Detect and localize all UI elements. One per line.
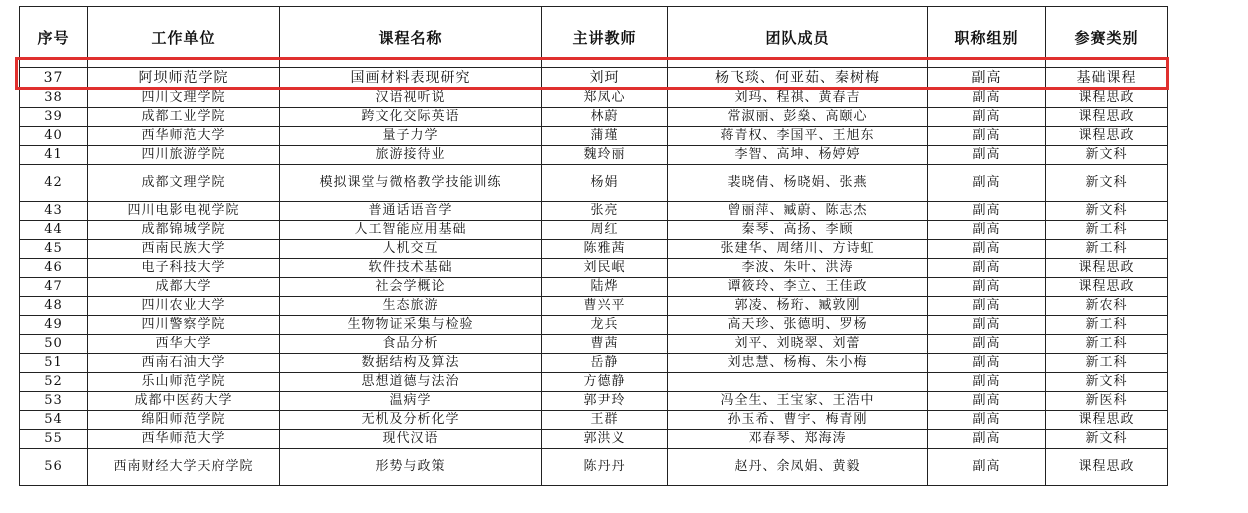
- cell-col-category: 课程思政: [1046, 411, 1168, 430]
- cell-col-lecturer: 陈雅茜: [542, 240, 668, 259]
- cell-col-institution: 成都文理学院: [88, 165, 280, 202]
- cell-col-index: 51: [20, 354, 88, 373]
- cell-col-index: 39: [20, 108, 88, 127]
- cell-col-team: 常淑丽、彭燊、高颐心: [668, 108, 928, 127]
- cell-col-index: 50: [20, 335, 88, 354]
- cell-col-category: 新工科: [1046, 354, 1168, 373]
- cell-col-team: 刘忠慧、杨梅、朱小梅: [668, 354, 928, 373]
- table-row: [20, 335, 1168, 354]
- cell-col-team: 刘平、刘晓翠、刘蕾: [668, 335, 928, 354]
- cell-col-lecturer: 刘珂: [542, 68, 668, 89]
- cell-col-institution: 西华大学: [88, 335, 280, 354]
- table-row: [20, 108, 1168, 127]
- table-row: [20, 89, 1168, 108]
- cell-col-category: 基础课程: [1046, 68, 1168, 89]
- cell-col-index: 47: [20, 278, 88, 297]
- cell-col-index: 41: [20, 146, 88, 165]
- cell-col-institution: 电子科技大学: [88, 259, 280, 278]
- cell-col-title-group: 副高: [928, 221, 1046, 240]
- table-row: [20, 373, 1168, 392]
- cell-col-index: 53: [20, 392, 88, 411]
- cell-col-index: 37: [20, 68, 88, 89]
- cell-col-title-group: 副高: [928, 316, 1046, 335]
- cell-col-title-group: 副高: [928, 165, 1046, 202]
- cell-col-institution: 四川电影电视学院: [88, 202, 280, 221]
- cell-col-category: 课程思政: [1046, 259, 1168, 278]
- cell-col-team: 谭筱玲、李立、王佳政: [668, 278, 928, 297]
- table-row: [20, 146, 1168, 165]
- cell-col-category: 课程思政: [1046, 108, 1168, 127]
- cell-col-institution: 乐山师范学院: [88, 373, 280, 392]
- cell-col-team: 赵丹、余凤娟、黄毅: [668, 449, 928, 486]
- cell-col-team: 张建华、周绪川、方诗虹: [668, 240, 928, 259]
- cell-col-category: 新工科: [1046, 316, 1168, 335]
- header-col-title-group: 职称组别: [928, 7, 1046, 68]
- cell-col-institution: 成都锦城学院: [88, 221, 280, 240]
- cell-col-course: 社会学概论: [280, 278, 542, 297]
- cell-col-category: 课程思政: [1046, 127, 1168, 146]
- cell-col-course: 国画材料表现研究: [280, 68, 542, 89]
- cell-col-course: 跨文化交际英语: [280, 108, 542, 127]
- cell-col-institution: 成都大学: [88, 278, 280, 297]
- roster-body: [20, 68, 1168, 486]
- table-row: [20, 221, 1168, 240]
- roster-table: [19, 6, 1168, 486]
- cell-col-category: 新文科: [1046, 146, 1168, 165]
- cell-col-course: 思想道德与法治: [280, 373, 542, 392]
- cell-col-institution: 绵阳师范学院: [88, 411, 280, 430]
- cell-col-team: 孙玉希、曹宇、梅青刚: [668, 411, 928, 430]
- table-row: [20, 278, 1168, 297]
- cell-col-index: 55: [20, 430, 88, 449]
- cell-col-category: 新医科: [1046, 392, 1168, 411]
- cell-col-course: 汉语视听说: [280, 89, 542, 108]
- cell-col-category: 新文科: [1046, 165, 1168, 202]
- cell-col-institution: 西南财经大学天府学院: [88, 449, 280, 486]
- table-row: [20, 316, 1168, 335]
- cell-col-institution: 成都工业学院: [88, 108, 280, 127]
- table-row: [20, 68, 1168, 89]
- cell-col-index: 44: [20, 221, 88, 240]
- cell-col-lecturer: 郭尹玲: [542, 392, 668, 411]
- cell-col-lecturer: 杨娟: [542, 165, 668, 202]
- cell-col-index: 46: [20, 259, 88, 278]
- cell-col-title-group: 副高: [928, 259, 1046, 278]
- table-row: [20, 297, 1168, 316]
- cell-col-lecturer: 王群: [542, 411, 668, 430]
- cell-col-title-group: 副高: [928, 127, 1046, 146]
- cell-col-index: 40: [20, 127, 88, 146]
- header-col-course: 课程名称: [280, 7, 542, 68]
- cell-col-institution: 成都中医药大学: [88, 392, 280, 411]
- cell-col-lecturer: 张亮: [542, 202, 668, 221]
- cell-col-course: 无机及分析化学: [280, 411, 542, 430]
- cell-col-category: 新农科: [1046, 297, 1168, 316]
- cell-col-category: 新工科: [1046, 240, 1168, 259]
- cell-col-lecturer: 方德静: [542, 373, 668, 392]
- cell-col-title-group: 副高: [928, 146, 1046, 165]
- cell-col-category: 新文科: [1046, 373, 1168, 392]
- cell-col-title-group: 副高: [928, 354, 1046, 373]
- cell-col-team: 冯全生、王宝家、王浩中: [668, 392, 928, 411]
- cell-col-category: 新文科: [1046, 202, 1168, 221]
- cell-col-institution: 四川旅游学院: [88, 146, 280, 165]
- cell-col-course: 生态旅游: [280, 297, 542, 316]
- cell-col-title-group: 副高: [928, 278, 1046, 297]
- cell-col-title-group: 副高: [928, 297, 1046, 316]
- cell-col-institution: 四川警察学院: [88, 316, 280, 335]
- cell-col-category: 课程思政: [1046, 278, 1168, 297]
- cell-col-index: 49: [20, 316, 88, 335]
- cell-col-title-group: 副高: [928, 202, 1046, 221]
- cell-col-lecturer: 龙兵: [542, 316, 668, 335]
- award-roster: [19, 6, 1168, 486]
- cell-col-team: 刘玛、程祺、黄春吉: [668, 89, 928, 108]
- table-row: [20, 411, 1168, 430]
- cell-col-lecturer: 周红: [542, 221, 668, 240]
- cell-col-category: 课程思政: [1046, 89, 1168, 108]
- cell-col-team: 李波、朱叶、洪涛: [668, 259, 928, 278]
- cell-col-category: 新文科: [1046, 430, 1168, 449]
- cell-col-institution: 阿坝师范学院: [88, 68, 280, 89]
- cell-col-title-group: 副高: [928, 449, 1046, 486]
- cell-col-lecturer: 陈丹丹: [542, 449, 668, 486]
- cell-col-index: 56: [20, 449, 88, 486]
- cell-col-index: 45: [20, 240, 88, 259]
- table-row: [20, 449, 1168, 486]
- table-row: [20, 354, 1168, 373]
- cell-col-title-group: 副高: [928, 240, 1046, 259]
- cell-col-title-group: 副高: [928, 392, 1046, 411]
- cell-col-lecturer: 陆烨: [542, 278, 668, 297]
- table-row: [20, 202, 1168, 221]
- table-row: [20, 240, 1168, 259]
- table-row: [20, 392, 1168, 411]
- cell-col-team: 郭凌、杨珩、臧敦刚: [668, 297, 928, 316]
- cell-col-team: 秦琴、高扬、李顾: [668, 221, 928, 240]
- cell-col-lecturer: 曹兴平: [542, 297, 668, 316]
- cell-col-lecturer: 曹茜: [542, 335, 668, 354]
- cell-col-team: 裴晓倩、杨晓娟、张燕: [668, 165, 928, 202]
- cell-col-category: 新工科: [1046, 221, 1168, 240]
- cell-col-team: 李智、高坤、杨婷婷: [668, 146, 928, 165]
- cell-col-course: 量子力学: [280, 127, 542, 146]
- table-row: [20, 430, 1168, 449]
- cell-col-lecturer: 郑凤心: [542, 89, 668, 108]
- cell-col-course: 普通话语音学: [280, 202, 542, 221]
- cell-col-lecturer: 林蔚: [542, 108, 668, 127]
- cell-col-course: 食品分析: [280, 335, 542, 354]
- cell-col-team: 邓春琴、郑海涛: [668, 430, 928, 449]
- cell-col-title-group: 副高: [928, 108, 1046, 127]
- cell-col-index: 54: [20, 411, 88, 430]
- cell-col-index: 52: [20, 373, 88, 392]
- cell-col-team: 曾丽萍、臧蔚、陈志杰: [668, 202, 928, 221]
- table-row: [20, 165, 1168, 202]
- header-col-category: 参赛类别: [1046, 7, 1168, 68]
- cell-col-institution: 西华师范大学: [88, 430, 280, 449]
- cell-col-lecturer: 刘民岷: [542, 259, 668, 278]
- header-row: [20, 7, 1168, 68]
- cell-col-team: 杨飞琰、何亚茹、秦树梅: [668, 68, 928, 89]
- cell-col-index: 43: [20, 202, 88, 221]
- cell-col-team: 高天珍、张德明、罗杨: [668, 316, 928, 335]
- header-col-team: 团队成员: [668, 7, 928, 68]
- cell-col-course: 软件技术基础: [280, 259, 542, 278]
- cell-col-lecturer: 魏玲丽: [542, 146, 668, 165]
- table-row: [20, 259, 1168, 278]
- cell-col-course: 形势与政策: [280, 449, 542, 486]
- cell-col-course: 现代汉语: [280, 430, 542, 449]
- cell-col-index: 42: [20, 165, 88, 202]
- cell-col-lecturer: 郭洪义: [542, 430, 668, 449]
- cell-col-course: 模拟课堂与微格教学技能训练: [280, 165, 542, 202]
- table-row: [20, 127, 1168, 146]
- cell-col-course: 数据结构及算法: [280, 354, 542, 373]
- cell-col-course: 温病学: [280, 392, 542, 411]
- cell-col-title-group: 副高: [928, 373, 1046, 392]
- cell-col-institution: 西南民族大学: [88, 240, 280, 259]
- cell-col-title-group: 副高: [928, 430, 1046, 449]
- cell-col-course: 人机交互: [280, 240, 542, 259]
- cell-col-category: 新工科: [1046, 335, 1168, 354]
- cell-col-institution: 西华师范大学: [88, 127, 280, 146]
- cell-col-title-group: 副高: [928, 89, 1046, 108]
- cell-col-course: 旅游接待业: [280, 146, 542, 165]
- cell-col-institution: 四川文理学院: [88, 89, 280, 108]
- cell-col-team: [668, 373, 928, 392]
- header-col-lecturer: 主讲教师: [542, 7, 668, 68]
- cell-col-institution: 西南石油大学: [88, 354, 280, 373]
- header-col-index: 序号: [20, 7, 88, 68]
- cell-col-course: 人工智能应用基础: [280, 221, 542, 240]
- header-col-institution: 工作单位: [88, 7, 280, 68]
- cell-col-course: 生物物证采集与检验: [280, 316, 542, 335]
- cell-col-title-group: 副高: [928, 411, 1046, 430]
- cell-col-index: 38: [20, 89, 88, 108]
- cell-col-lecturer: 岳静: [542, 354, 668, 373]
- cell-col-category: 课程思政: [1046, 449, 1168, 486]
- cell-col-title-group: 副高: [928, 68, 1046, 89]
- cell-col-title-group: 副高: [928, 335, 1046, 354]
- cell-col-institution: 四川农业大学: [88, 297, 280, 316]
- cell-col-index: 48: [20, 297, 88, 316]
- cell-col-team: 蒋青权、李国平、王旭东: [668, 127, 928, 146]
- cell-col-lecturer: 蒲瑾: [542, 127, 668, 146]
